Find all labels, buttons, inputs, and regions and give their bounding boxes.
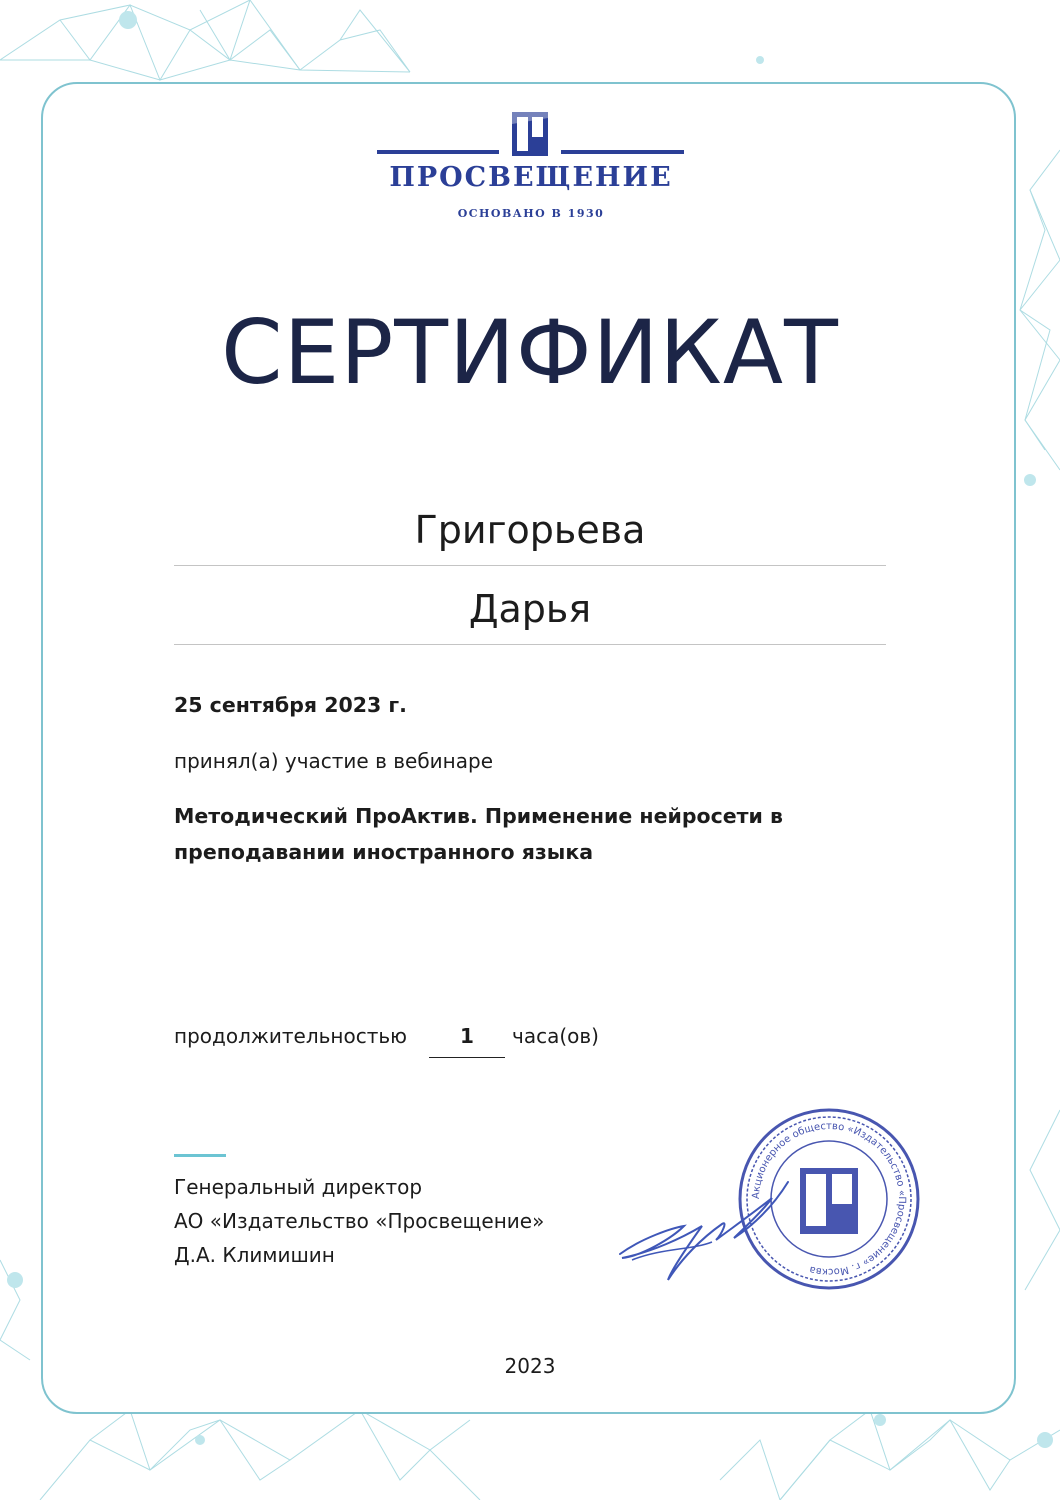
- duration-prefix: продолжительностью: [174, 1024, 407, 1048]
- signatory-position: Генеральный директор: [174, 1175, 423, 1199]
- seal-text: Акционерное общество «Издательство «Просвещение» г. Москва: [750, 1120, 908, 1278]
- signatory-name: Д.А. Климишин: [174, 1243, 335, 1267]
- name-divider: [174, 565, 886, 566]
- signatory-organization: АО «Издательство «Просвещение»: [174, 1209, 545, 1233]
- publisher-name: ПРОСВЕЩЕНИЕ: [389, 162, 673, 193]
- logo-line-left: [377, 150, 499, 154]
- duration-underline: [429, 1057, 505, 1058]
- participation-text: принял(а) участие в вебинаре: [174, 749, 493, 773]
- duration-value: 1: [460, 1024, 474, 1048]
- recipient-last-name: Григорьева: [414, 508, 646, 552]
- publisher-founded: ОСНОВАНО В 1930: [457, 207, 605, 220]
- recipient-first-name: Дарья: [468, 587, 592, 631]
- webinar-title: Методический ПроАктив. Применение нейросети в преподавании иностранного языка: [174, 804, 784, 864]
- duration-suffix: часа(ов): [512, 1024, 599, 1048]
- certificate-year: 2023: [504, 1354, 556, 1378]
- accent-divider: [174, 1154, 226, 1157]
- logo-line-right: [561, 150, 684, 154]
- signature-icon: [612, 1168, 802, 1288]
- name-divider: [174, 644, 886, 645]
- event-date: 25 сентября 2023 г.: [174, 693, 407, 717]
- certificate-title: СЕРТИФИКАТ: [221, 301, 839, 404]
- publisher-logo-icon: [0, 0, 1060, 160]
